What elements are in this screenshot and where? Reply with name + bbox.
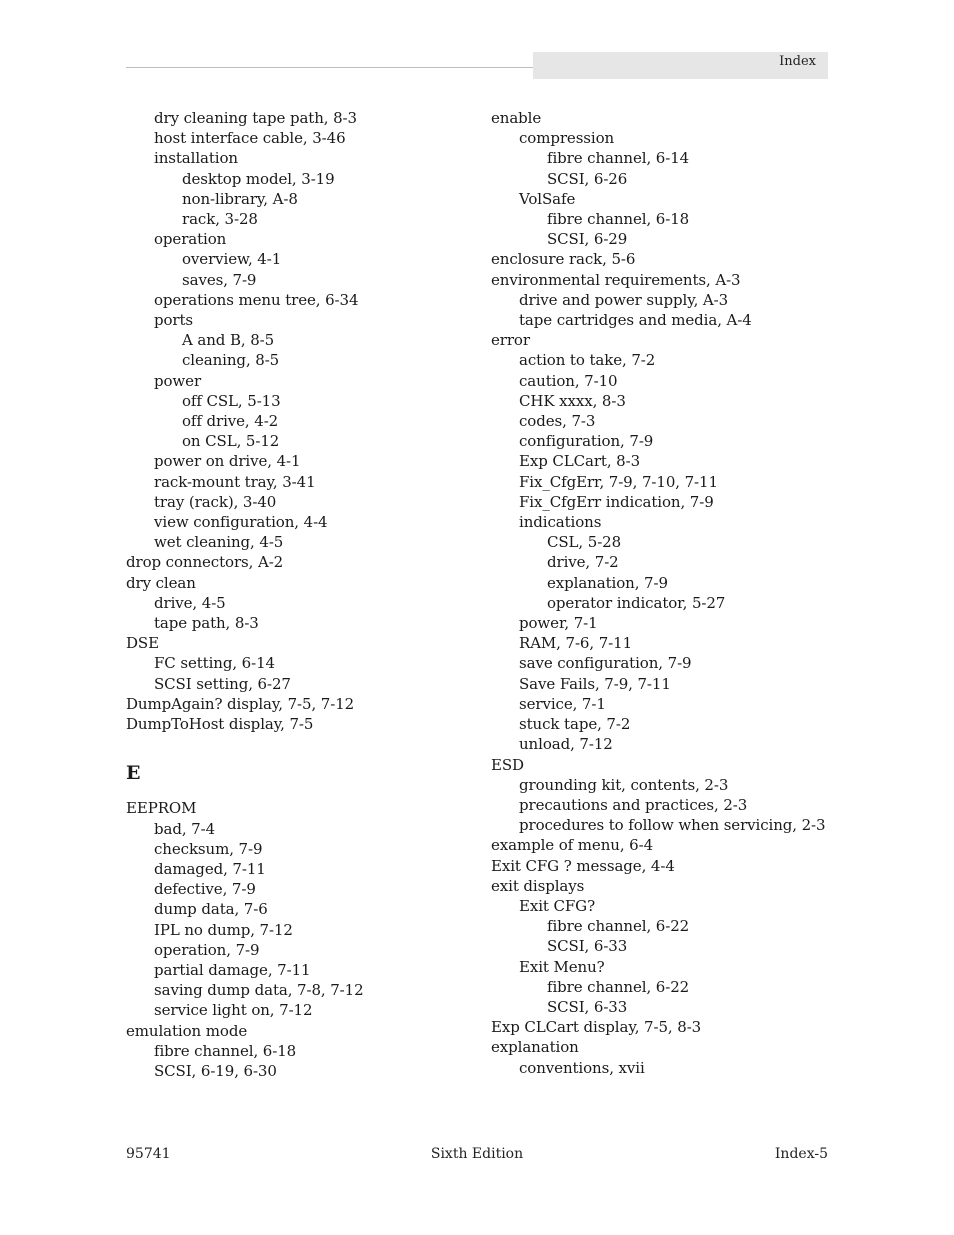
index-entry: Fix_CfgErr indication, 7-9 bbox=[519, 492, 714, 511]
index-entry: VolSafe bbox=[519, 189, 576, 208]
index-entry: caution, 7-10 bbox=[519, 371, 618, 390]
index-entry: CHK xxxx, 8-3 bbox=[519, 391, 626, 410]
index-entry: CSL, 5-28 bbox=[547, 533, 622, 552]
index-entry: exit displays bbox=[491, 876, 585, 895]
footer-page-number: Index-5 bbox=[774, 1146, 828, 1162]
index-entry: DumpToHost display, 7-5 bbox=[126, 715, 314, 734]
index-entry: damaged, 7-11 bbox=[154, 859, 266, 878]
index-entry: fibre channel, 6-22 bbox=[547, 917, 690, 936]
index-entry: off drive, 4-2 bbox=[182, 412, 279, 431]
index-entry: procedures to follow when servicing, 2-3 bbox=[519, 816, 826, 835]
index-entry: RAM, 7-6, 7-11 bbox=[519, 634, 633, 653]
index-entry: drop connectors, A-2 bbox=[126, 553, 284, 572]
index-entry: power on drive, 4-1 bbox=[154, 452, 301, 471]
index-entry: explanation, 7-9 bbox=[547, 573, 668, 592]
index-entries-bottom bbox=[126, 798, 486, 1081]
index-entry: fibre channel, 6-18 bbox=[154, 1041, 297, 1060]
index-entry: desktop model, 3-19 bbox=[182, 169, 335, 188]
index-entry: IPL no dump, 7-12 bbox=[154, 920, 293, 939]
index-entry: codes, 7-3 bbox=[519, 412, 596, 431]
index-entry: host interface cable, 3-46 bbox=[154, 129, 346, 148]
index-entry: Exp CLCart, 8-3 bbox=[519, 452, 641, 471]
index-entry: Exit CFG? bbox=[519, 896, 596, 915]
index-entry: partial damage, 7-11 bbox=[154, 960, 311, 979]
index-entry: tray (rack), 3-40 bbox=[154, 492, 277, 511]
index-entry: view configuration, 4-4 bbox=[154, 513, 328, 532]
index-entry: operator indicator, 5-27 bbox=[547, 593, 726, 612]
index-entry: ESD bbox=[491, 755, 524, 774]
index-entry: off CSL, 5-13 bbox=[182, 391, 281, 410]
index-entries-top bbox=[126, 108, 486, 734]
index-entry: explanation bbox=[491, 1038, 579, 1057]
index-entry: DSE bbox=[126, 634, 159, 653]
index-entry: environmental requirements, A-3 bbox=[491, 270, 741, 289]
index-entry: grounding kit, contents, 2-3 bbox=[519, 775, 729, 794]
index-entry: error bbox=[491, 331, 530, 350]
index-entry: SCSI, 6-19, 6-30 bbox=[154, 1061, 277, 1080]
header-rule bbox=[126, 67, 536, 68]
index-entry: service light on, 7-12 bbox=[154, 1001, 313, 1020]
index-entry: service, 7-1 bbox=[519, 694, 606, 713]
index-section-letter: E bbox=[126, 762, 141, 785]
index-entry: SCSI setting, 6-27 bbox=[154, 674, 291, 693]
index-entry: operation, 7-9 bbox=[154, 940, 260, 959]
index-entry: A and B, 8-5 bbox=[182, 331, 275, 350]
index-entry: non-library, A-8 bbox=[182, 189, 298, 208]
index-entry: Fix_CfgErr, 7-9, 7-10, 7-11 bbox=[519, 472, 718, 491]
index-entry: enable bbox=[491, 109, 542, 127]
index-entry: defective, 7-9 bbox=[154, 880, 256, 899]
footer-doc-number: 95741 bbox=[126, 1146, 171, 1162]
index-entry: precautions and practices, 2-3 bbox=[519, 795, 748, 814]
index-entry: bad, 7-4 bbox=[154, 819, 216, 838]
index-entry: overview, 4-1 bbox=[182, 250, 282, 269]
index-entry: Exit Menu? bbox=[519, 957, 605, 976]
index-entry: EEPROM bbox=[126, 799, 197, 818]
index-entry: example of menu, 6-4 bbox=[491, 836, 654, 855]
index-entry: emulation mode bbox=[126, 1021, 248, 1040]
index-entry: saving dump data, 7-8, 7-12 bbox=[154, 981, 364, 1000]
index-entry: drive, 7-2 bbox=[547, 553, 619, 572]
index-entry: drive, 4-5 bbox=[154, 593, 226, 612]
index-entry: tape path, 8-3 bbox=[154, 614, 259, 633]
index-entry: wet cleaning, 4-5 bbox=[154, 533, 284, 552]
index-entry: compression bbox=[519, 129, 615, 148]
index-entry: power, 7-1 bbox=[519, 614, 598, 633]
index-entry: DumpAgain? display, 7-5, 7-12 bbox=[126, 694, 355, 713]
index-entry: action to take, 7-2 bbox=[519, 351, 656, 370]
index-entry: save configuration, 7-9 bbox=[519, 654, 692, 673]
header-section-tab bbox=[533, 52, 828, 79]
index-column-left bbox=[126, 108, 486, 1081]
index-entry: dump data, 7-6 bbox=[154, 900, 268, 919]
index-entry: unload, 7-12 bbox=[519, 735, 613, 754]
index-entry: rack-mount tray, 3-41 bbox=[154, 472, 316, 491]
index-entry: operations menu tree, 6-34 bbox=[154, 290, 359, 309]
index-entry: dry clean bbox=[126, 573, 196, 592]
index-entry: tape cartridges and media, A-4 bbox=[519, 311, 752, 330]
index-entry: indications bbox=[519, 513, 602, 532]
index-column-right bbox=[491, 108, 836, 1078]
index-entry: fibre channel, 6-22 bbox=[547, 977, 690, 996]
index-entry: operation bbox=[154, 230, 227, 249]
index-entry: cleaning, 8-5 bbox=[182, 351, 280, 370]
index-entry: drive and power supply, A-3 bbox=[519, 290, 729, 309]
index-entry: SCSI, 6-33 bbox=[547, 997, 628, 1016]
index-entry: rack, 3-28 bbox=[182, 210, 258, 229]
index-entry: dry cleaning tape path, 8-3 bbox=[154, 109, 357, 127]
header-section-label: Index bbox=[779, 54, 816, 69]
index-entry: SCSI, 6-26 bbox=[547, 169, 628, 188]
index-entry: conventions, xvii bbox=[519, 1058, 645, 1077]
index-entry: fibre channel, 6-14 bbox=[547, 149, 690, 168]
index-entry: Exp CLCart display, 7-5, 8-3 bbox=[491, 1018, 702, 1037]
index-entry: stuck tape, 7-2 bbox=[519, 715, 631, 734]
index-entry: FC setting, 6-14 bbox=[154, 654, 275, 673]
index-entry: saves, 7-9 bbox=[182, 270, 257, 289]
index-entry: fibre channel, 6-18 bbox=[547, 210, 690, 229]
index-entries bbox=[491, 108, 836, 1078]
index-entry: ports bbox=[154, 311, 194, 330]
index-entry: SCSI, 6-33 bbox=[547, 937, 628, 956]
index-entry: Save Fails, 7-9, 7-11 bbox=[519, 674, 671, 693]
index-entry: on CSL, 5-12 bbox=[182, 432, 280, 451]
index-entry: installation bbox=[154, 149, 238, 168]
index-entry: configuration, 7-9 bbox=[519, 432, 654, 451]
index-entry: enclosure rack, 5-6 bbox=[491, 250, 636, 269]
footer-edition: Sixth Edition bbox=[430, 1146, 524, 1162]
index-entry: SCSI, 6-29 bbox=[547, 230, 628, 249]
index-entry: checksum, 7-9 bbox=[154, 839, 263, 858]
index-entry: Exit CFG ? message, 4-4 bbox=[491, 856, 675, 875]
index-entry: power bbox=[154, 371, 202, 390]
